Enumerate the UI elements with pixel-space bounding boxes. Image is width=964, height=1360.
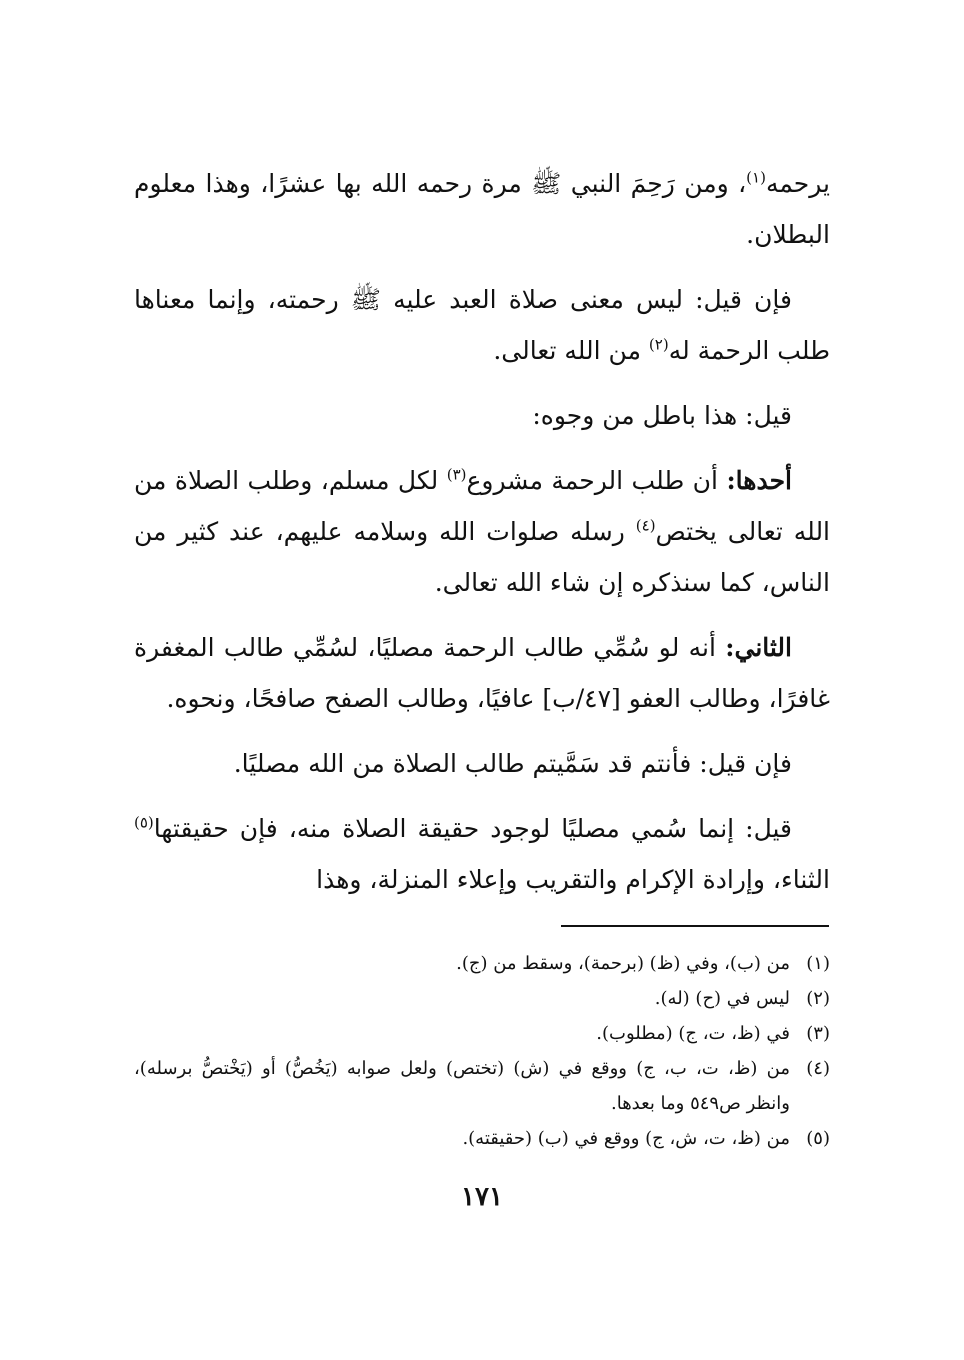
- paragraph-5: [134, 622, 830, 724]
- footnote-4: [134, 1051, 830, 1121]
- text-run: ، ومن رَحِمَ النبي ﷺ مرة رحمه الله بها عشرًا، وهذا معلوم البطلان.: [134, 169, 830, 249]
- footnote-number: (١): [806, 953, 830, 974]
- text-run: الثناء، وإرادة الإكرام والتقريب وإعلاء المنزلة، وهذا: [316, 865, 830, 894]
- footnote-number: (٤): [806, 1058, 830, 1079]
- footnote-1: [134, 946, 830, 981]
- footnote-text: من (ب)، وفي (ظ) (برحمة)، وسقط من (ج).: [456, 953, 790, 974]
- footnote-separator: [561, 925, 829, 927]
- text-run: قيل: إنما سُمي مصليًا لوجود حقيقة الصلاة منه، فإن حقيقتها: [153, 814, 792, 843]
- text-run: قيل: هذا باطل من وجوه:: [532, 401, 792, 430]
- text-run: رسله صلوات الله وسلامه عليهم، عند كثير من الناس، كما سنذكره إن شاء الله تعالى.: [134, 517, 830, 597]
- footnote-text: من (ظ، ت، ب، ج) ووقع في (ش) (تختص) ولعل صوابه (يَخُصُّ) أو (يَخْتصُّ برسله)، وانظر ص٥٤٩ وما بعدها.: [134, 1058, 790, 1114]
- footnote-3: [134, 1016, 830, 1051]
- paragraph-6: [134, 738, 830, 789]
- footnote-ref-2: (٢): [648, 335, 669, 354]
- footnote-ref-3: (٣): [446, 465, 467, 484]
- footnote-5: [134, 1121, 830, 1156]
- point-heading-second: الثاني:: [725, 633, 792, 662]
- footnote-ref-4: (٤): [635, 516, 656, 535]
- paragraph-7: [134, 803, 830, 905]
- footnote-number: (٥): [806, 1128, 830, 1149]
- footnote-2: [134, 981, 830, 1016]
- paragraph-4: [134, 455, 830, 608]
- text-run: فإن قيل: فأنتم قد سَمَّيتم طالب الصلاة من الله مصليًا.: [233, 749, 792, 778]
- footnotes: [134, 946, 830, 1156]
- footnote-text: في (ظ، ت، ج) (مطلوب).: [596, 1023, 790, 1044]
- text-run: أن طلب الرحمة مشروع: [466, 466, 727, 495]
- paragraph-1: [134, 158, 830, 260]
- paragraph-2: [134, 274, 830, 376]
- page-number: ١٧١: [461, 1182, 503, 1212]
- text-run: أنه لو سُمِّي طالب الرحمة مصليًا، لسُمِّي طالب المغفرة غافرًا، وطالب العفو [٤٧/ب] عافيًا، وطالب الصفح صافحًا، ونحوه.: [134, 633, 830, 713]
- text-run: لكل مسلم، وطلب الصلاة من الله تعالى يختص: [134, 466, 831, 546]
- footnote-text: ليس في (ح) (له).: [654, 988, 790, 1009]
- text-run: من الله تعالى.: [493, 336, 649, 365]
- text-run: فإن قيل: ليس معنى صلاة العبد عليه ﷺ رحمته، وإنما معناها طلب الرحمة له: [134, 285, 830, 365]
- paragraph-3: [134, 390, 830, 441]
- footnote-text: من (ظ، ت، ش، ج) ووقع في (ب) (حقيقته).: [462, 1128, 790, 1149]
- footnote-ref-1: (١): [746, 168, 766, 187]
- text-run: يرحمه: [765, 169, 830, 198]
- main-text: [134, 158, 830, 919]
- footnote-ref-5: (٥): [134, 813, 154, 832]
- point-heading-first: أحدها:: [726, 466, 792, 495]
- footnote-number: (٣): [806, 1023, 830, 1044]
- footnote-number: (٢): [806, 988, 830, 1009]
